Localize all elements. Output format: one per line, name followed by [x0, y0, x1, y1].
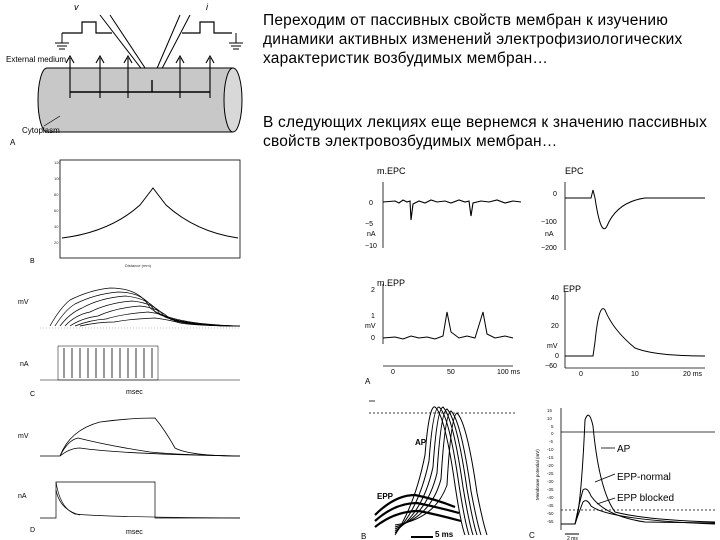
panel-label-d: D: [30, 527, 36, 534]
svg-text:0: 0: [553, 191, 557, 198]
svg-text:2: 2: [371, 287, 375, 294]
ap-traces-figure: [355, 395, 525, 540]
svg-text:−60: −60: [545, 363, 557, 370]
svg-text:-10: -10: [547, 447, 554, 452]
y-label-mv-d: mV: [18, 433, 29, 440]
svg-text:-20: -20: [547, 463, 554, 468]
x-label-msec-d: msec: [126, 529, 143, 536]
svg-text:20: 20: [54, 240, 59, 245]
label-right-ap: AP: [617, 444, 631, 455]
svg-text:10: 10: [547, 416, 553, 421]
svg-text:-15: -15: [547, 455, 554, 460]
svg-text:mV: mV: [365, 323, 376, 330]
ground-icon: [229, 33, 243, 49]
label-v: v: [74, 2, 79, 12]
svg-text:15: 15: [547, 408, 553, 413]
x-label-msec-c: msec: [126, 389, 143, 396]
panel-label-b-ap: B: [361, 532, 367, 540]
svg-text:1: 1: [371, 313, 375, 320]
epp-title: EPP: [563, 284, 582, 294]
svg-text:−5: −5: [365, 221, 373, 228]
svg-text:-55: -55: [547, 519, 554, 524]
svg-text:-45: -45: [547, 503, 554, 508]
membrane-cable-figure: [0, 0, 260, 150]
svg-text:0: 0: [579, 371, 583, 378]
y-label-mv-c: mV: [18, 299, 29, 306]
ground-icon: [55, 33, 69, 49]
mepc-title: m.EPC: [377, 166, 406, 176]
scale-2ms: 2 ms: [567, 536, 578, 540]
label-i: i: [206, 2, 208, 12]
ap-epp-comparison-plot: [525, 400, 720, 540]
svg-text:100 ms: 100 ms: [497, 369, 520, 376]
svg-text:nA: nA: [367, 231, 376, 238]
panel-label-b: B: [30, 258, 35, 265]
label-epp-normal: EPP-normal: [617, 472, 671, 483]
svg-text:0: 0: [369, 200, 373, 207]
svg-text:0: 0: [551, 431, 554, 436]
y-label-na-d: nA: [18, 493, 27, 500]
svg-text:0: 0: [371, 335, 375, 342]
label-ap-trace: AP: [415, 438, 427, 447]
svg-text:10: 10: [631, 371, 639, 378]
svg-text:−100: −100: [541, 219, 557, 226]
voltage-step-icon: [62, 22, 112, 33]
svg-text:50: 50: [447, 369, 455, 376]
svg-text:5: 5: [551, 424, 554, 429]
x-label-distance: Distance (mm): [125, 263, 152, 268]
svg-text:−200: −200: [541, 245, 557, 252]
panel-label-c: C: [30, 391, 36, 398]
svg-text:0: 0: [555, 353, 559, 360]
label-external-medium: External medium: [6, 55, 67, 64]
svg-text:40: 40: [551, 295, 559, 302]
paragraph-followup: В следующих лекциях еще вернемся к значению пассивных свойств электровозбудимых мембран…: [263, 114, 708, 150]
distance-decay-plot: [0, 150, 250, 270]
svg-text:−10: −10: [365, 243, 377, 250]
svg-text:-40: -40: [547, 495, 554, 500]
scale-5ms: 5 ms: [435, 530, 454, 539]
panel-label-a: A: [10, 138, 16, 147]
svg-text:100: 100: [54, 176, 61, 181]
svg-text:-30: -30: [547, 479, 554, 484]
label-epp-blocked: EPP blocked: [617, 493, 675, 504]
y-axis-label: Membrane potential (mV): [535, 449, 540, 500]
svg-text:120: 120: [54, 160, 61, 165]
svg-text:-50: -50: [547, 511, 554, 516]
paragraph-intro: Переходим от пассивных свойств мембран к изучению динамики активных изменений электрофизиологических характеристик возбудимых мембран…: [263, 12, 683, 67]
epc-title: EPC: [565, 166, 584, 176]
svg-text:mV: mV: [547, 343, 558, 350]
train-response-plot: [0, 268, 250, 398]
svg-text:40: 40: [54, 224, 59, 229]
svg-text:-25: -25: [547, 471, 554, 476]
svg-text:-35: -35: [547, 487, 554, 492]
label-epp-trace: EPP: [377, 492, 394, 501]
current-step-icon: [182, 22, 232, 33]
svg-text:80: 80: [54, 192, 59, 197]
svg-text:20: 20: [551, 323, 559, 330]
svg-text:0: 0: [391, 369, 395, 376]
svg-text:60: 60: [54, 208, 59, 213]
svg-text:nA: nA: [545, 231, 554, 238]
mepp-title: m.EPP: [377, 278, 406, 288]
panel-label-a-epc: A: [365, 377, 371, 386]
y-label-na-c: nA: [20, 361, 29, 368]
svg-text:-5: -5: [549, 439, 554, 444]
pulse-response-plot: [0, 400, 250, 540]
label-cytoplasm: Cytoplasm: [22, 126, 60, 135]
epc-epp-figure: [355, 160, 720, 390]
panel-label-c-ap: C: [529, 531, 535, 540]
svg-text:20 ms: 20 ms: [683, 371, 703, 378]
